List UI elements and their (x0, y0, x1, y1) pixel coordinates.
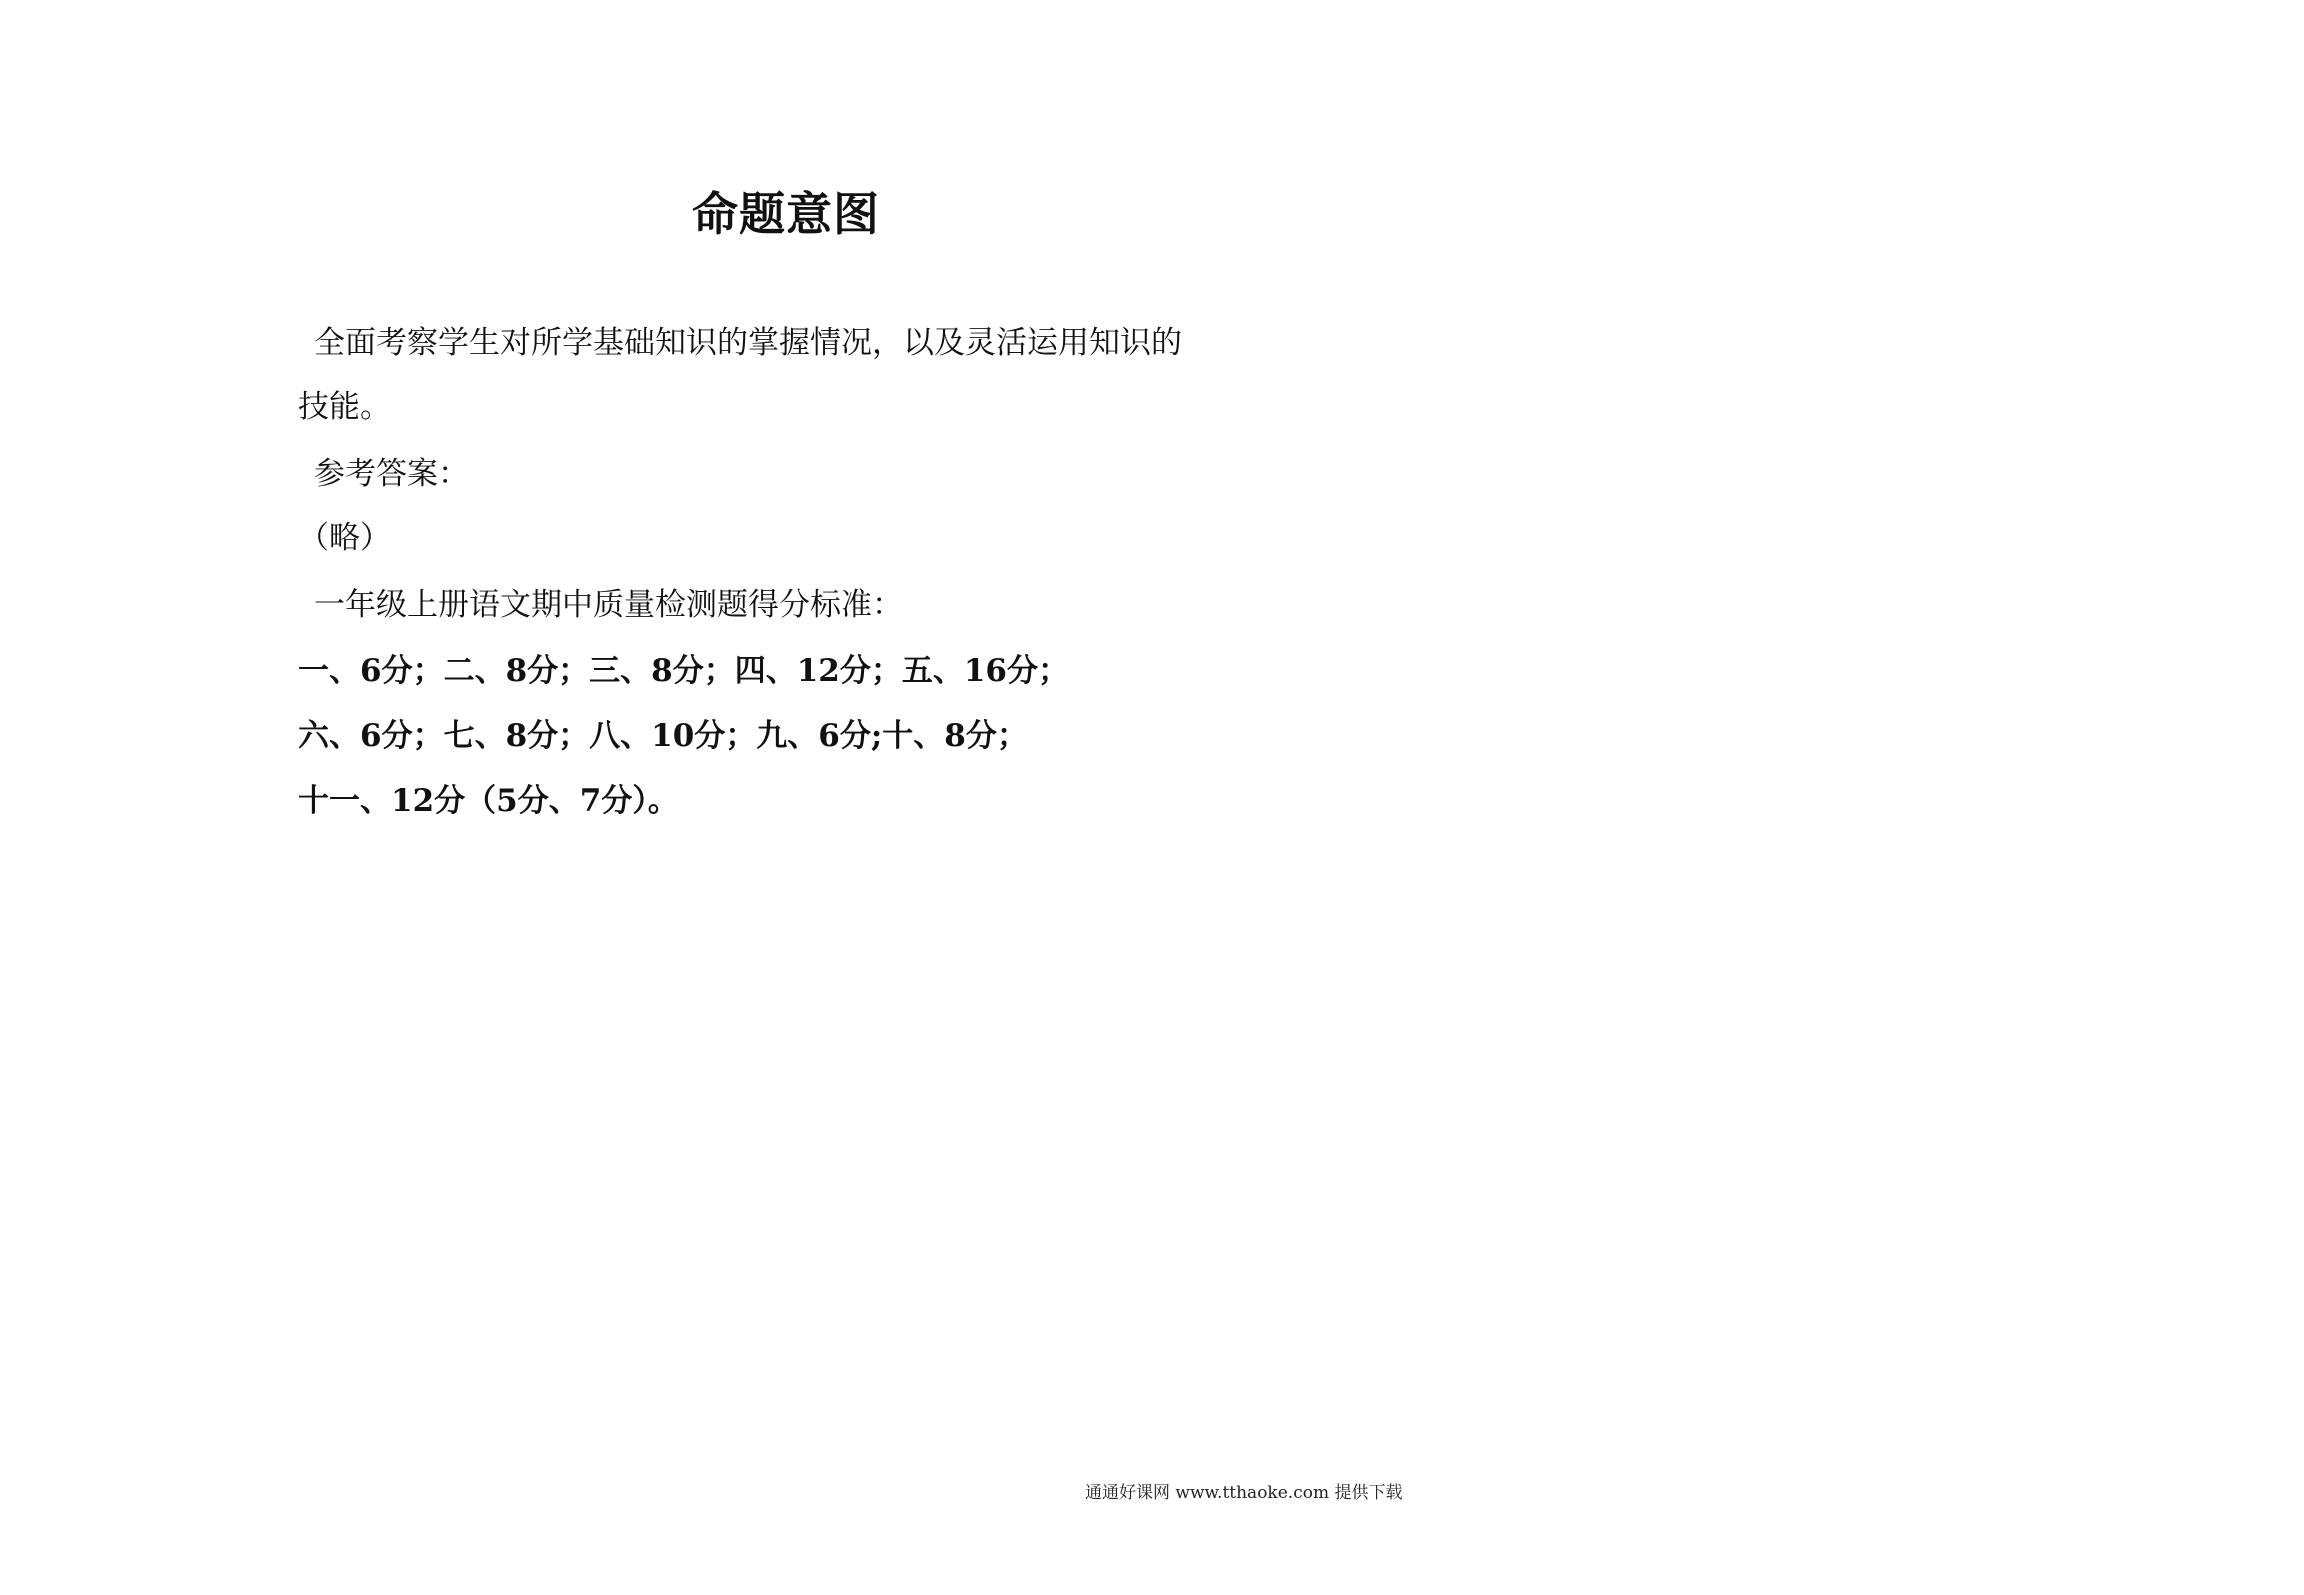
scoring-standard-heading: 一年级上册语文期中质量检测题得分标准： (314, 587, 903, 623)
paragraph-intent: 全面考察学生对所学基础知识的掌握情况，以及灵活运用知识的 (314, 325, 1182, 361)
answers-heading: 参考答案： (314, 456, 469, 492)
footer-source: 通通好课网 www.tthaoke.com 提供下载 (1085, 1483, 1403, 1503)
score-line-1: 一、6分；二、8分；三、8分；四、12分；五、16分； (298, 653, 1069, 689)
score-line-3: 十一、12分（5分、7分）。 (298, 783, 679, 819)
answers-omitted: （略） (298, 520, 391, 556)
paragraph-intent-continued: 技能。 (298, 389, 391, 425)
document-title: 命题意图 (692, 187, 880, 241)
score-line-2: 六、6分；七、8分；八、10分；九、6分;十、8分； (298, 718, 1028, 754)
